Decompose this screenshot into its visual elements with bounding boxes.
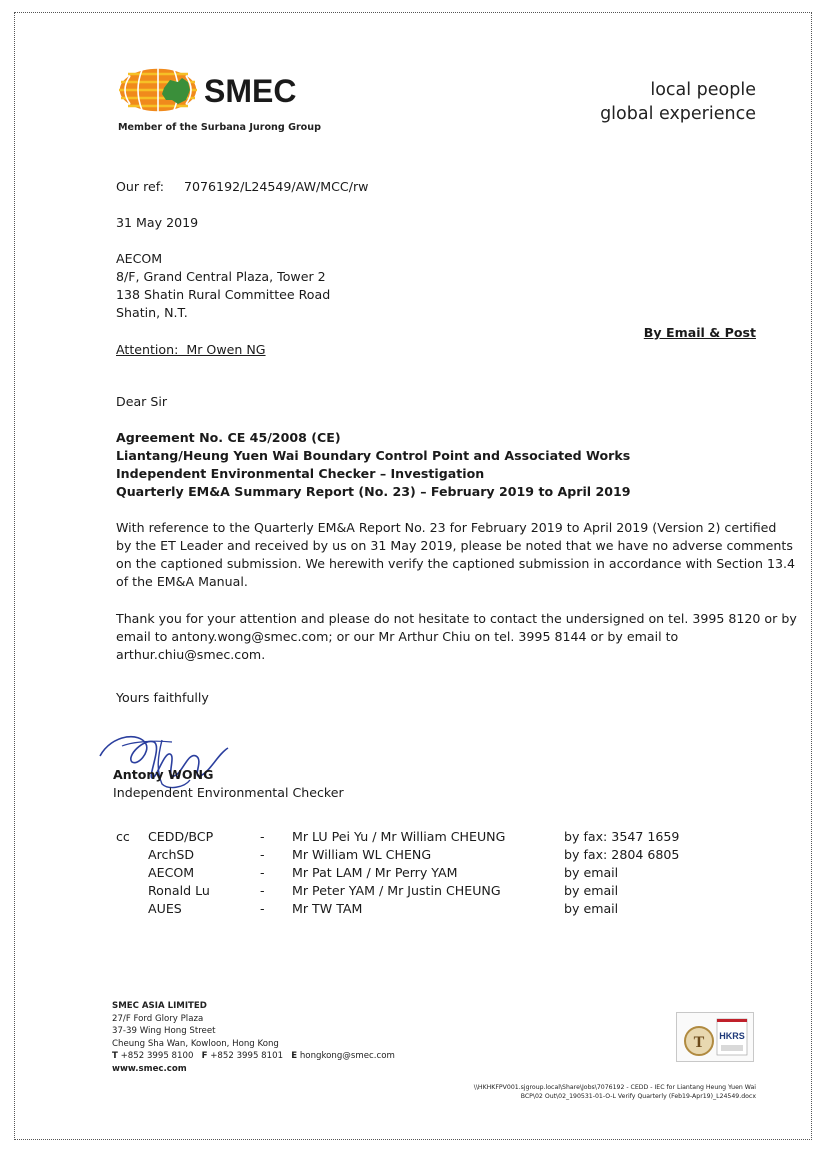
delivery-method: By Email & Post	[643, 325, 756, 340]
phone-label: T	[112, 1051, 118, 1062]
subject-line: Independent Environmental Checker – Investigation	[116, 466, 485, 481]
subject-line: Quarterly EM&A Summary Report (No. 23) – February 2019 to April 2019	[116, 484, 631, 499]
footer-address-block	[112, 1000, 395, 1076]
fax-number: +852 3995 8101	[210, 1051, 284, 1062]
cc-method: by email	[564, 865, 619, 880]
file-path	[474, 1083, 756, 1101]
footer-address-line: Cheung Sha Wan, Kowloon, Hong Kong	[112, 1038, 279, 1049]
body-line: by the ET Leader and received by us on 31 May 2019, please be noted that we have no adverse comments	[116, 538, 793, 553]
attention-line: Attention: Mr Owen NG	[116, 342, 266, 357]
footer-address-line: 37-39 Wing Hong Street	[112, 1026, 216, 1037]
cc-org: Ronald Lu	[148, 883, 210, 898]
cc-org: CEDD/BCP	[148, 829, 214, 844]
closing: Yours faithfully	[116, 690, 209, 705]
subject-line: Agreement No. CE 45/2008 (CE)	[116, 430, 341, 445]
footer-email: hongkong@smec.com	[299, 1051, 395, 1062]
cc-names: Mr Peter YAM / Mr Justin CHEUNG	[292, 883, 501, 898]
address-block	[116, 250, 330, 322]
cc-names: Mr William WL CHENG	[292, 847, 432, 862]
file-path-line: BCP\02 Out\02_190531-01-O-L Verify Quarterly (Feb19-Apr19)_L24549.docx	[520, 1093, 756, 1100]
footer-website: www.smec.com	[112, 1063, 187, 1074]
cc-names: Mr TW TAM	[292, 901, 363, 916]
tagline	[600, 78, 756, 126]
body-line: arthur.chiu@smec.com.	[116, 647, 266, 662]
globe-icon	[116, 66, 316, 122]
body-line: With reference to the Quarterly EM&A Report No. 23 for February 2019 to April 2019 (Version 2) certified	[116, 520, 777, 535]
cc-method: by fax: 3547 1659	[564, 829, 680, 844]
signatory-title: Independent Environmental Checker	[113, 785, 344, 800]
body-paragraph-2	[116, 610, 797, 664]
smec-logo	[116, 66, 321, 136]
cc-list	[148, 828, 768, 920]
address-line: 8/F, Grand Central Plaza, Tower 2	[116, 269, 326, 284]
cc-dash: -	[260, 883, 265, 898]
address-line: 138 Shatin Rural Committee Road	[116, 287, 331, 302]
cc-org: AECOM	[148, 865, 195, 880]
tagline-line-2: global experience	[600, 104, 756, 124]
fax-label: F	[201, 1051, 208, 1062]
cc-method: by fax: 2804 6805	[564, 847, 680, 862]
phone-number: +852 3995 8100	[120, 1051, 194, 1062]
cc-dash: -	[260, 829, 265, 844]
subject-block	[116, 429, 631, 501]
email-label: E	[291, 1051, 298, 1062]
file-path-line: \\HKHKFPV001.sjgroup.local\Share\Jobs\7076192 - CEDD - IEC for Liantang Heung Yuen Wai	[473, 1084, 756, 1091]
footer-contact	[112, 1050, 395, 1063]
letter-date: 31 May 2019	[116, 215, 199, 230]
tagline-line-1: local people	[650, 80, 756, 100]
cc-org: ArchSD	[148, 847, 195, 862]
address-line: AECOM	[116, 251, 163, 266]
footer-company: SMEC ASIA LIMITED	[112, 1001, 207, 1011]
ref-value: 7076192/L24549/AW/MCC/rw	[184, 179, 369, 194]
cert-logo-text: HKRS	[719, 1031, 745, 1041]
smec-wordmark: SMEC	[204, 73, 297, 109]
body-line: Thank you for your attention and please do not hesitate to contact the undersigned on tel. 3995 8120 or by	[116, 611, 797, 626]
cc-org: AUES	[148, 901, 182, 916]
ref-label: Our ref:	[116, 179, 164, 194]
cc-label: cc	[116, 829, 130, 844]
cc-dash: -	[260, 865, 265, 880]
logo-subtitle: Member of the Surbana Jurong Group	[118, 122, 321, 133]
cc-method: by email	[564, 883, 619, 898]
cc-dash: -	[260, 847, 265, 862]
footer-address-line: 27/F Ford Glory Plaza	[112, 1013, 204, 1024]
certification-logo	[676, 1012, 754, 1062]
signatory-name: Antony WONG	[113, 767, 214, 782]
subject-line: Liantang/Heung Yuen Wai Boundary Control Point and Associated Works	[116, 448, 631, 463]
cc-names: Mr Pat LAM / Mr Perry YAM	[292, 865, 458, 880]
salutation: Dear Sir	[116, 394, 168, 409]
cc-dash: -	[260, 901, 265, 916]
body-paragraph-1	[116, 519, 795, 591]
certification-mark-icon	[677, 1013, 753, 1061]
address-line: Shatin, N.T.	[116, 305, 188, 320]
cc-names: Mr LU Pei Yu / Mr William CHEUNG	[292, 829, 506, 844]
body-line: of the EM&A Manual.	[116, 574, 248, 589]
body-line: on the captioned submission. We herewith verify the captioned submission in accordance with Section 13.4	[116, 556, 796, 571]
body-line: email to antony.wong@smec.com; or our Mr Arthur Chiu on tel. 3995 8144 or by email to	[116, 629, 679, 644]
cc-method: by email	[564, 901, 619, 916]
svg-text:T: T	[693, 1034, 705, 1051]
